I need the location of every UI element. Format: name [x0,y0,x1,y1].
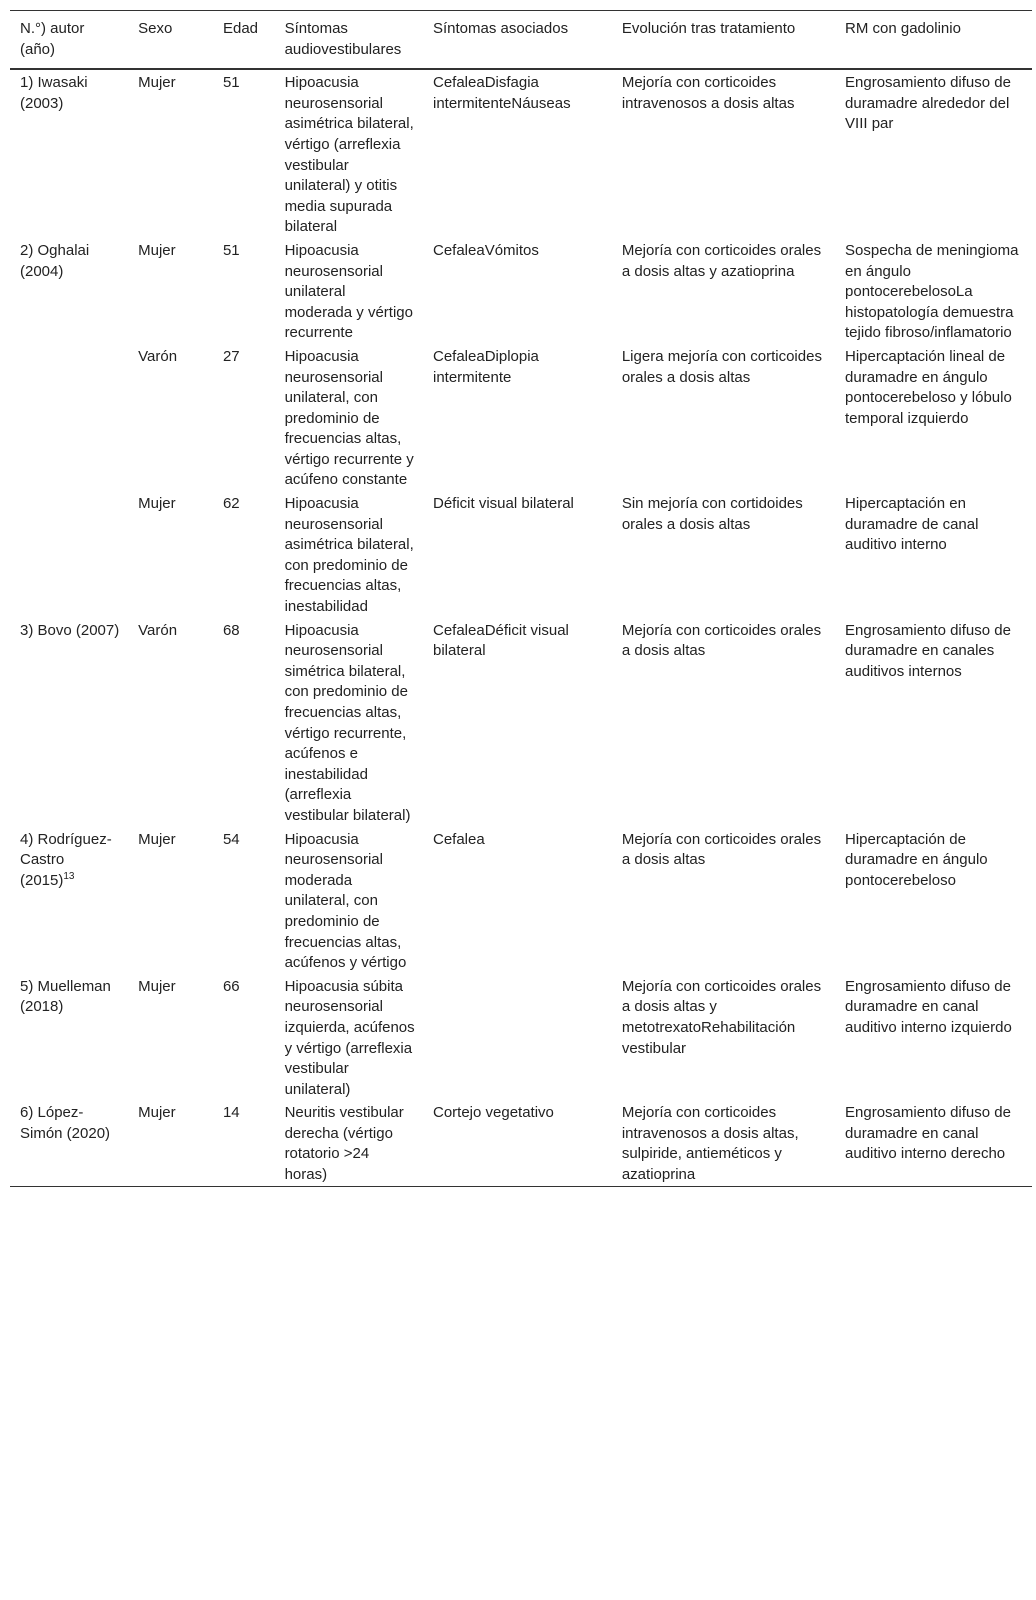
header-audiovestibular: Síntomas audiovestibulares [284,20,402,58]
cell-associated: CefaleaDéficit visual bilateral [433,621,569,660]
cell-age: 66 [222,977,240,995]
cell-author-text: 4) Rodríguez-Castro (2015) [20,830,112,889]
cell-audiovestibular: Hipoacusia súbita neurosensorial izquierda, acúfenos y vértigo (arreflexia vestibular unilateral) [284,977,415,1098]
header-evolution: Evolución tras tratamiento [621,20,796,37]
cell-sex: Varón [138,621,178,639]
cell-author [10,491,128,618]
table-row [10,618,1032,827]
cell-associated: Cortejo vegetativo [433,1104,554,1122]
reference-superscript: 13 [63,870,75,882]
cell-sex: Mujer [138,495,176,513]
cell-sex: Varón [138,347,178,365]
table-row [10,344,1032,491]
cell-age: 51 [222,241,240,259]
cell-associated: Déficit visual bilateral [433,495,574,513]
cell-age: 51 [222,74,240,92]
header-mri: RM con gadolinio [845,20,961,37]
cell-sex: Mujer [138,1104,176,1122]
header-sex: Sexo [138,20,173,37]
cell-audiovestibular: Hipoacusia neurosensorial moderada unilateral, con predominio de frecuencias altas, acúfenos y vértigo [284,830,407,972]
cell-evolution: Mejoría con corticoides orales a dosis altas [621,830,822,869]
cell-associated: CefaleaDisfagia intermitenteNáuseas [433,74,571,112]
table-container [10,10,1032,1187]
cell-evolution: Mejoría con corticoides intravenosos a dosis altas [621,74,795,112]
cell-mri: Hipercaptación en duramadre de canal auditivo interno [845,495,979,554]
header-row [10,11,1032,70]
table-row [10,974,1032,1101]
cell-audiovestibular: Hipoacusia neurosensorial unilateral, con predominio de frecuencias altas, vértigo recurrente y acúfeno constante [284,347,414,489]
cell-mri: Engrosamiento difuso de duramadre en canales auditivos internos [845,621,1011,680]
cell-sex: Mujer [138,977,176,995]
case-table [10,10,1032,1187]
cell-evolution: Mejoría con corticoides orales a dosis altas y metotrexatoRehabilitación vestibular [621,977,822,1057]
cell-audiovestibular: Hipoacusia neurosensorial asimétrica bilateral, vértigo (arreflexia vestibular unilateral) y otitis media supurada bilateral [284,74,414,236]
cell-evolution: Mejoría con corticoides orales a dosis altas [621,621,822,660]
cell-author: 5) Muelleman (2018) [20,977,111,1016]
cell-mri: Engrosamiento difuso de duramadre en canal auditivo interno izquierdo [845,977,1012,1036]
cell-mri: Hipercaptación lineal de duramadre en ángulo pontocerebeloso y lóbulo temporal izquierdo [845,347,1012,427]
cell-audiovestibular: Neuritis vestibular derecha (vértigo rotatorio >24 horas) [284,1104,404,1184]
cell-evolution: Sin mejoría con cortidoides orales a dosis altas [621,495,803,533]
cell-associated [423,974,612,1101]
cell-author: 3) Bovo (2007) [20,621,120,639]
cell-evolution: Mejoría con corticoides orales a dosis altas y azatioprina [621,241,822,280]
cell-author: 2) Oghalai (2004) [20,241,90,280]
cell-author: 6) López-Simón (2020) [20,1104,111,1142]
cell-age: 27 [222,347,240,365]
cell-mri: Sospecha de meningioma en ángulo pontocerebelosoLa histopatología demuestra tejido fibroso/inflamatorio [845,241,1019,342]
cell-sex: Mujer [138,830,176,848]
cell-sex: Mujer [138,74,176,92]
cell-age: 54 [222,830,240,848]
header-author: N.°) autor (año) [20,20,85,58]
cell-evolution: Ligera mejoría con corticoides orales a dosis altas [621,347,822,386]
cell-mri: Engrosamiento difuso de duramadre alrededor del VIII par [845,74,1011,133]
cell-mri: Engrosamiento difuso de duramadre en canal auditivo interno derecho [845,1104,1011,1163]
table-body [10,69,1032,1186]
table-row [10,827,1032,974]
cell-evolution: Mejoría con corticoides intravenosos a dosis altas, sulpiride, antieméticos y azatioprina [621,1104,799,1184]
cell-audiovestibular: Hipoacusia neurosensorial simétrica bilateral, con predominio de frecuencias altas, vértigo recurrente, acúfenos e inestabilidad (arreflexia vestibular bilateral) [284,621,411,824]
cell-associated: Cefalea [433,830,485,848]
table-row [10,69,1032,238]
cell-age: 14 [222,1104,240,1122]
header-associated: Síntomas asociados [433,20,569,37]
cell-sex: Mujer [138,241,176,259]
cell-age: 62 [222,495,240,513]
cell-associated: CefaleaVómitos [433,241,539,259]
header-age: Edad [222,20,259,37]
table-header [10,11,1032,70]
table-row [10,491,1032,618]
table-row [10,238,1032,344]
cell-audiovestibular: Hipoacusia neurosensorial asimétrica bilateral, con predominio de frecuencias altas, inestabilidad [284,495,414,616]
cell-mri: Hipercaptación de duramadre en ángulo pontocerebeloso [845,830,988,889]
cell-age: 68 [222,621,240,639]
table-row [10,1100,1032,1186]
cell-author [10,827,128,974]
cell-author [10,344,128,491]
cell-audiovestibular: Hipoacusia neurosensorial unilateral moderada y vértigo recurrente [284,241,413,342]
cell-associated: CefaleaDiplopia intermitente [433,347,539,386]
cell-author: 1) Iwasaki (2003) [20,74,88,112]
